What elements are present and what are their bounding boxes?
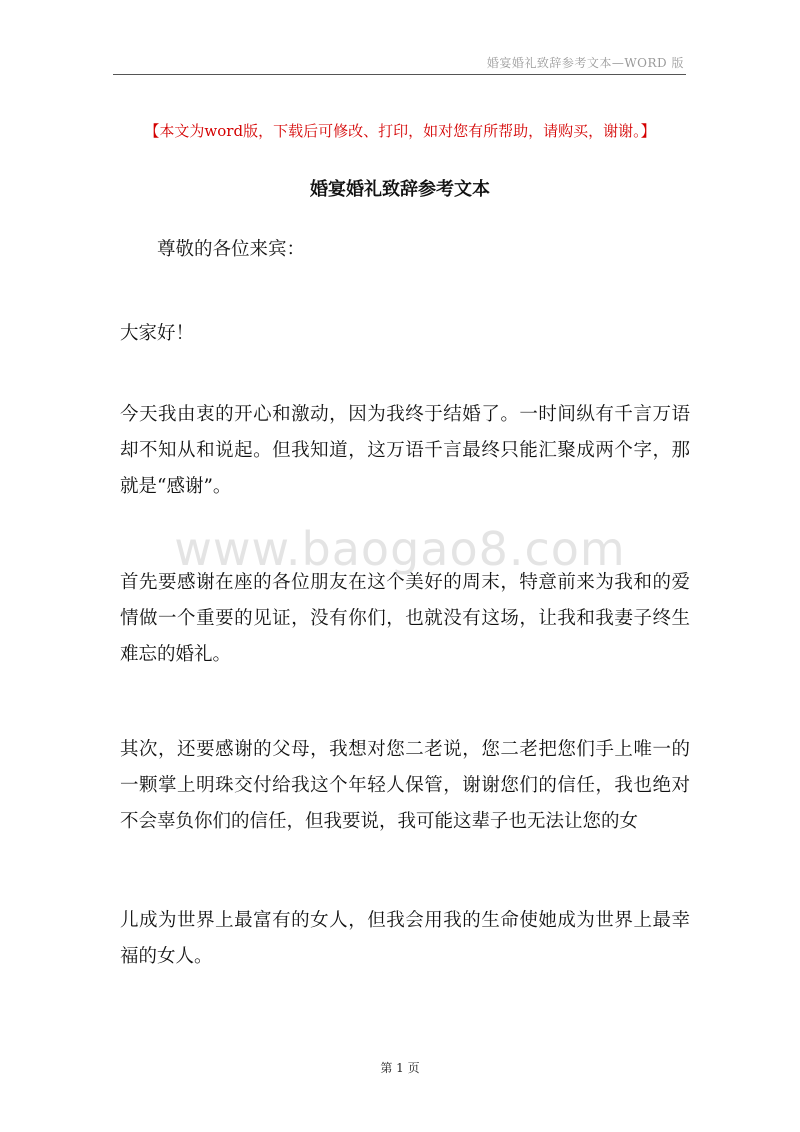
salutation-paragraph: 尊敬的各位来宾： — [157, 239, 306, 260]
page-number: 第 1 页 — [380, 1061, 420, 1075]
body-paragraph-2: 首先要感谢在座的各位朋友在这个美好的周末，特意前来为我和的爱情做一个重要的见证，没有你们，也就没有这场，让我和我妻子终生难忘的婚礼。 — [120, 572, 690, 665]
body-paragraph-4: 儿成为世界上最富有的女人，但我会用我的生命使她成为世界上最幸福的女人。 — [120, 910, 690, 967]
page-header: 婚宴婚礼致辞参考文本—WORD 版 — [486, 56, 684, 70]
body-paragraph-1: 今天我由衷的开心和激动，因为我终于结婚了。一时间纵有千言万语却不知从和说起。但我知道，这万语千言最终只能汇聚成两个字，那就是“感谢”。 — [120, 404, 690, 497]
document-title: 婚宴婚礼致辞参考文本 — [310, 179, 490, 200]
watermark: www.baogao8.com — [174, 522, 626, 576]
greeting-paragraph: 大家好！ — [120, 323, 195, 344]
header-divider — [113, 74, 686, 75]
body-paragraph-3: 其次，还要感谢的父母，我想对您二老说，您二老把您们手上唯一的一颗掌上明珠交付给我这个年轻人保管，谢谢您们的信任，我也绝对不会辜负你们的信任，但我要说，我可能这辈子也无法让您的女 — [120, 739, 690, 832]
notice-banner: 【本文为word版，下载后可修改、打印，如对您有所帮助，请购买，谢谢。】 — [144, 122, 656, 140]
